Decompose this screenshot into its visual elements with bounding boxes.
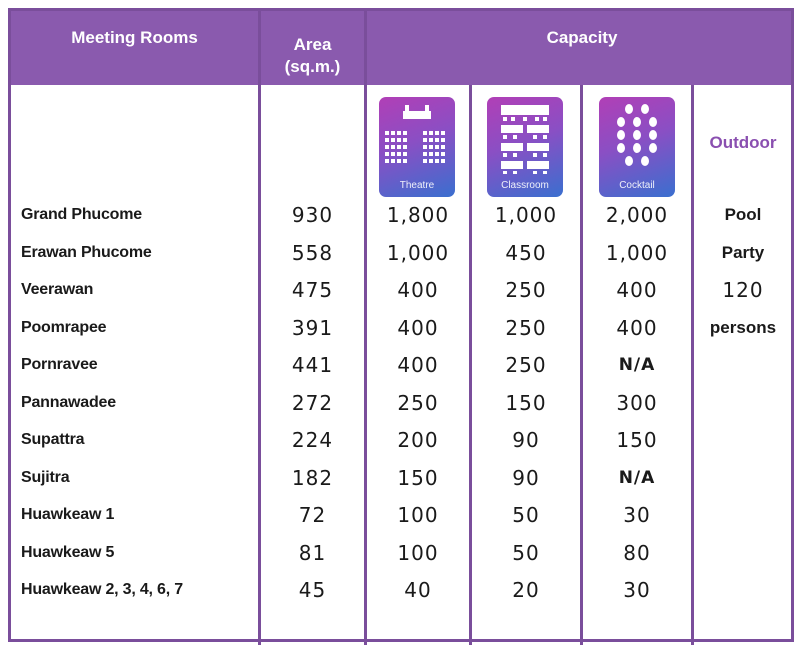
table-row <box>11 500 791 530</box>
classroom-value: 20 <box>512 578 540 602</box>
theatre-value: 250 <box>397 390 439 415</box>
room-name: Supattra <box>21 431 85 448</box>
theatre-value: 200 <box>397 428 439 452</box>
header-meeting-rooms-label: Meeting Rooms <box>71 28 198 47</box>
classroom-value: 450 <box>505 240 547 265</box>
area-value: 182 <box>291 465 334 490</box>
theatre-value: 100 <box>397 540 439 565</box>
classroom-value: 90 <box>512 465 540 490</box>
area-value: 930 <box>291 203 334 227</box>
room-name: Erawan Phucome <box>21 243 152 261</box>
cocktail-value: 1,000 <box>605 240 669 265</box>
cocktail-value: 150 <box>616 428 658 452</box>
outdoor-heading: Outdoor <box>709 133 777 152</box>
table-row <box>11 350 791 380</box>
table-row <box>11 538 791 568</box>
classroom-value: 50 <box>512 503 540 527</box>
header-area <box>261 11 364 85</box>
cocktail-value: 80 <box>623 540 651 565</box>
classroom-value: 150 <box>505 390 547 415</box>
theatre-value: 1,000 <box>386 240 450 265</box>
classroom-value: 250 <box>505 315 547 340</box>
area-value: 45 <box>298 578 327 602</box>
classroom-value: 250 <box>505 278 547 302</box>
classroom-value: 90 <box>512 428 540 452</box>
table-row <box>11 463 791 493</box>
room-name: Veerawan <box>21 281 94 298</box>
header-area-unit: (sq.m.) <box>284 57 341 76</box>
meeting-rooms-table <box>8 8 794 642</box>
theatre-icon-label: Theatre <box>399 180 435 191</box>
theatre-value: 40 <box>404 578 432 602</box>
classroom-value: 250 <box>505 353 547 377</box>
table-row <box>11 425 791 455</box>
cocktail-value: 30 <box>623 503 651 527</box>
table-row <box>11 575 791 605</box>
table-row <box>11 313 791 343</box>
area-value: 81 <box>298 540 327 565</box>
area-value: 224 <box>291 428 334 452</box>
room-name: Poomrapee <box>21 318 107 336</box>
theatre-value: 400 <box>397 278 439 302</box>
area-value: 72 <box>298 503 327 527</box>
outdoor-line: Party <box>721 242 765 262</box>
classroom-value: 1,000 <box>494 203 558 227</box>
cocktail-icon-label: Cocktail <box>619 180 655 191</box>
cocktail-value: N/A <box>618 467 656 488</box>
cocktail-value: 400 <box>616 315 658 340</box>
room-name: Huawkeaw 1 <box>21 506 115 523</box>
theatre-value: 150 <box>397 465 439 490</box>
table-row <box>11 200 791 230</box>
header-capacity <box>367 11 797 85</box>
theatre-value: 1,800 <box>386 203 450 227</box>
outdoor-line: persons <box>709 317 777 337</box>
room-name: Sujitra <box>21 468 70 486</box>
room-name: Huawkeaw 2, 3, 4, 6, 7 <box>21 581 183 598</box>
area-value: 558 <box>291 240 334 265</box>
table-row <box>11 238 791 268</box>
room-name: Huawkeaw 5 <box>21 543 115 561</box>
outdoor-line: 120 <box>722 278 764 302</box>
room-name: Pornravee <box>21 356 98 373</box>
cocktail-value: 2,000 <box>605 203 669 227</box>
cocktail-value: N/A <box>618 355 656 375</box>
theatre-value: 400 <box>397 353 439 377</box>
table-row <box>11 275 791 305</box>
outdoor-line: Pool <box>724 205 762 224</box>
table-row <box>11 388 791 418</box>
room-name: Pannawadee <box>21 393 116 411</box>
area-value: 475 <box>291 278 334 302</box>
classroom-seating-icon <box>487 97 563 197</box>
cocktail-value: 30 <box>623 578 651 602</box>
header-area-label: Area <box>293 35 332 54</box>
area-value: 441 <box>291 353 334 377</box>
cocktail-value: 400 <box>616 278 658 302</box>
area-value: 272 <box>291 390 334 415</box>
cocktail-seating-icon <box>599 97 675 197</box>
theatre-seating-icon <box>379 97 455 197</box>
theatre-value: 400 <box>397 315 439 340</box>
cocktail-value: 300 <box>616 390 658 415</box>
room-name: Grand Phucome <box>21 206 142 223</box>
area-value: 391 <box>291 315 334 340</box>
header-meeting-rooms <box>11 11 258 85</box>
classroom-icon-label: Classroom <box>501 180 549 191</box>
theatre-value: 100 <box>397 503 439 527</box>
classroom-value: 50 <box>512 540 540 565</box>
header-capacity-label: Capacity <box>546 28 618 47</box>
